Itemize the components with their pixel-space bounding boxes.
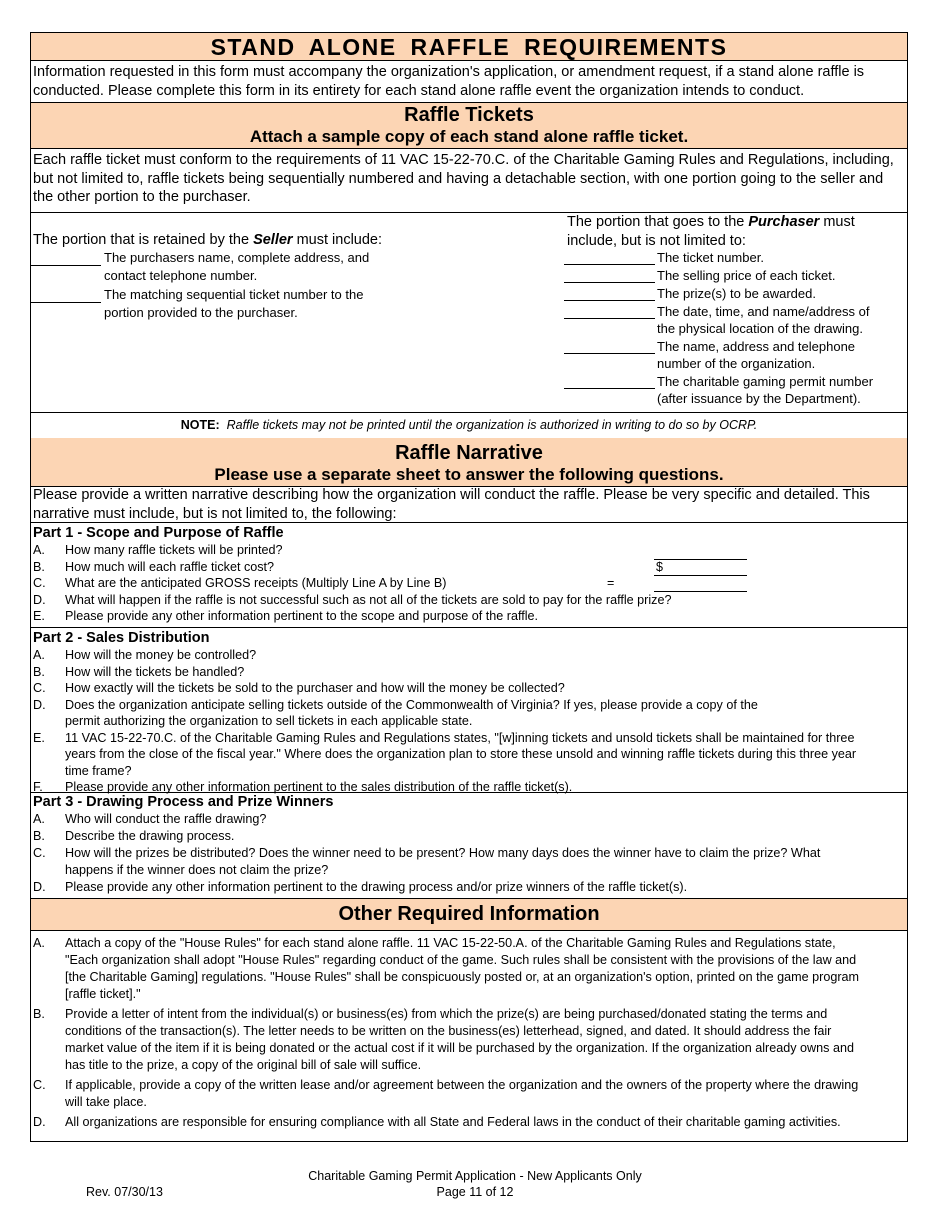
item-letter: F. xyxy=(33,780,43,794)
item-text-line: Describe the drawing process. xyxy=(65,829,235,843)
purchaser-label: The portion that goes to the Purchaser must include, but is not limited to: xyxy=(567,214,855,249)
part2-heading: Part 2 - Sales Distribution xyxy=(33,630,210,646)
tickets-text-section xyxy=(31,148,907,213)
item-text-line: How many raffle tickets will be printed? xyxy=(65,543,283,557)
narrative-text-section xyxy=(31,486,907,523)
footer-application-title: Charitable Gaming Permit Application - New Applicants Only xyxy=(308,1169,642,1183)
list-item xyxy=(31,664,907,681)
portion-requirement-text: The purchasers name, complete address, and xyxy=(104,250,370,265)
list-item xyxy=(31,697,907,730)
list-item xyxy=(31,811,907,828)
item-letter: C. xyxy=(33,576,46,590)
checkoff-blank[interactable] xyxy=(564,388,655,389)
list-item xyxy=(31,608,907,625)
item-letter: A. xyxy=(33,648,45,662)
list-item xyxy=(31,845,907,879)
portion-requirement-text: The ticket number. xyxy=(657,250,764,265)
checkoff-blank[interactable] xyxy=(564,300,655,301)
list-item xyxy=(31,879,907,896)
ticket-cost-field[interactable] xyxy=(654,575,747,576)
note-text: Raffle tickets may not be printed until the organization is authorized in writing to do so by OCRP. xyxy=(226,418,758,432)
ticket-portions-section xyxy=(31,213,907,413)
item-text-line: All organizations are responsible for ensuring compliance with all State and Federal laws in the conduct of their charitable gaming activities. xyxy=(65,1115,841,1129)
item-text-line: Provide a letter of intent from the individual(s) or business(es) from which the prize(s) are being purchased/donated stating the terms and xyxy=(65,1007,828,1021)
seller-label: The portion that is retained by the Seller must include: xyxy=(33,232,383,248)
item-text-line: conditions of the transaction(s). The letter needs to be written on the business(es) letterhead, signed, and dated. It should address the fair xyxy=(65,1024,832,1038)
item-text-line: years from the close of the fiscal year." Where does the organization plan to store these unsold and winning raffle tickets during this three year xyxy=(65,747,857,761)
portion-requirement-text: The name, address and telephone xyxy=(657,339,856,354)
part1-section xyxy=(31,523,907,628)
dollar-sign: $ xyxy=(656,560,663,574)
portion-requirement-text: The prize(s) to be awarded. xyxy=(657,286,816,301)
other-heading: Other Required Information xyxy=(338,903,600,925)
item-letter: A. xyxy=(33,543,45,557)
portion-requirement-text: The selling price of each ticket. xyxy=(657,268,836,283)
item-text-line: How much will each raffle ticket cost? xyxy=(65,559,275,574)
item-letter: C. xyxy=(33,1078,46,1092)
part3-list xyxy=(31,811,907,896)
item-text-line: has title to the prize, a copy of the original bill of sale will suffice. xyxy=(65,1058,422,1072)
item-text-line: Please provide any other information pertinent to the scope and purpose of the raffle. xyxy=(65,609,539,623)
checkoff-blank[interactable] xyxy=(31,265,101,266)
page-title: STAND ALONE RAFFLE REQUIREMENTS xyxy=(210,34,728,60)
footer-revision: Rev. 07/30/13 xyxy=(86,1185,163,1199)
item-text-line: How will the money be controlled? xyxy=(65,648,257,662)
list-item xyxy=(31,680,907,697)
list-item xyxy=(31,730,907,780)
item-letter: D. xyxy=(33,592,46,607)
item-text-line: [the Charitable Gaming] regulations. "House Rules" shall be conspicuously posted or, at an organization's option, printed on the game program xyxy=(65,970,860,984)
portion-requirement-text: contact telephone number. xyxy=(104,268,258,283)
item-letter: B. xyxy=(33,829,45,843)
item-letter: A. xyxy=(33,936,45,950)
footer-page-number: Page 11 of 12 xyxy=(436,1185,514,1199)
checkoff-blank[interactable] xyxy=(564,353,655,354)
portion-requirement-text: The date, time, and name/address of xyxy=(657,304,870,319)
item-letter: E. xyxy=(33,730,45,745)
other-list xyxy=(31,935,907,1131)
list-item xyxy=(31,1114,907,1131)
item-letter: C. xyxy=(33,846,46,860)
item-text-line: 11 VAC 15-22-70.C. of the Charitable Gaming Rules and Regulations states, "[w]inning tickets and unsold tickets shall be maintained for three xyxy=(65,730,855,745)
checkoff-blank[interactable] xyxy=(31,302,101,303)
part3-section xyxy=(31,793,907,899)
item-letter: A. xyxy=(33,812,45,826)
checkoff-blank[interactable] xyxy=(564,318,655,319)
part1-heading: Part 1 - Scope and Purpose of Raffle xyxy=(33,525,284,541)
tickets-heading: Raffle Tickets xyxy=(404,104,534,126)
tickets-band xyxy=(31,103,907,149)
item-text-line: How exactly will the tickets be sold to the purchaser and how will the money be collected? xyxy=(65,681,565,695)
list-item xyxy=(31,647,907,664)
equals-sign: = xyxy=(607,576,615,590)
part2-section xyxy=(31,628,907,793)
other-band xyxy=(31,899,907,931)
item-text-line: market value of the item if it is being donated or the actual cost if it will be purchased by the organization. If the organization already owns and xyxy=(65,1041,854,1055)
list-item xyxy=(31,575,907,592)
tickets-subheading: Attach a sample copy of each stand alone raffle ticket. xyxy=(249,127,689,146)
part1-list xyxy=(31,542,907,625)
item-text-line: Attach a copy of the "House Rules" for each stand alone raffle. 11 VAC 15-22-50.A. of the Charitable Gaming Rules and Regulations state, xyxy=(65,936,836,950)
note-label: NOTE: xyxy=(180,418,220,432)
note-section xyxy=(31,412,907,439)
list-item xyxy=(31,592,907,609)
portion-requirement-text: number of the organization. xyxy=(657,356,816,371)
item-text-line: [raffle ticket]." xyxy=(65,987,141,1001)
portion-requirement-text: (after issuance by the Department). xyxy=(657,391,861,406)
item-letter: B. xyxy=(33,1007,45,1021)
item-letter: E. xyxy=(33,609,45,623)
item-text-line: "Each organization shall adopt "House Rules" regarding conduct of the game. Such rules shall be consistent with the provisions of the law and xyxy=(65,953,857,967)
title-band xyxy=(31,33,907,61)
item-text-line: time frame? xyxy=(65,763,132,778)
item-text-line: If applicable, provide a copy of the written lease and/or agreement between the organization and the owners of the property where the drawing xyxy=(65,1078,859,1092)
item-text-line: What are the anticipated GROSS receipts (Multiply Line A by Line B) xyxy=(65,576,447,590)
narrative-text: Please provide a written narrative describing how the organization will conduct the raffle. Please be very specific and detailed. This narrative must include, but is not limited to, the following: xyxy=(33,487,870,522)
item-text-line: What will happen if the raffle is not successful such as not all of the tickets are sold to pay for the raffle prize? xyxy=(65,592,672,607)
list-item xyxy=(31,559,907,576)
item-letter: B. xyxy=(33,559,45,574)
list-item xyxy=(31,828,907,845)
item-letter: B. xyxy=(33,664,45,679)
narrative-band xyxy=(31,438,907,487)
narrative-subheading: Please use a separate sheet to answer the following questions. xyxy=(214,465,724,484)
item-letter: D. xyxy=(33,697,46,712)
intro-section xyxy=(31,60,907,103)
intro-text: Information requested in this form must accompany the organization's application, or amendment request, if a stand alone raffle is conducted. Please complete this form in its entirety for each stand alone raffle event the organization intends to conduct. xyxy=(33,64,865,99)
item-text-line: Does the organization anticipate selling tickets outside of the Commonwealth of Virginia? If yes, please provide a copy of the xyxy=(65,697,758,712)
tickets-text: Each raffle ticket must conform to the requirements of 11 VAC 15-22-70.C. of the Charitable Gaming Rules and Regulations, including, but not limited to, raffle tickets being sequentially numbered and having a detachable section, with one portion going to the seller and the other portion to the purchaser. xyxy=(33,152,894,205)
part2-list xyxy=(31,647,907,796)
portion-requirement-text: The charitable gaming permit number xyxy=(657,374,874,389)
other-section xyxy=(31,930,907,1140)
item-text-line: will take place. xyxy=(65,1095,147,1109)
item-letter: D. xyxy=(33,1115,46,1129)
portion-requirement-text: the physical location of the drawing. xyxy=(657,321,863,336)
item-letter: D. xyxy=(33,880,46,894)
list-item xyxy=(31,935,907,1003)
item-text-line: permit authorizing the organization to sell tickets in each applicable state. xyxy=(65,714,473,728)
item-text-line: How will the prizes be distributed? Does the winner need to be present? How many days does the winner have to claim the prize? What xyxy=(65,846,821,860)
list-item xyxy=(31,1006,907,1074)
item-text-line: Please provide any other information pertinent to the sales distribution of the raffle ticket(s). xyxy=(65,780,573,794)
gross-receipts-field[interactable] xyxy=(654,591,747,592)
item-letter: C. xyxy=(33,681,46,695)
item-text-line: happens if the winner does not claim the prize? xyxy=(65,863,329,877)
seller-word: Seller xyxy=(253,232,293,248)
portion-requirement-text: portion provided to the purchaser. xyxy=(104,305,298,320)
checkoff-blank[interactable] xyxy=(564,264,655,265)
list-item xyxy=(31,1077,907,1111)
item-text-line: Please provide any other information pertinent to the drawing process and/or prize winners of the raffle ticket(s). xyxy=(65,880,688,894)
raffle-requirements-form xyxy=(30,32,908,1142)
item-text-line: Who will conduct the raffle drawing? xyxy=(65,812,267,826)
purchaser-word: Purchaser xyxy=(748,214,820,230)
list-item xyxy=(31,542,907,559)
tickets-printed-field[interactable] xyxy=(654,559,747,560)
portion-requirement-text: The matching sequential ticket number to the xyxy=(104,287,364,302)
part3-heading: Part 3 - Drawing Process and Prize Winners xyxy=(33,794,334,810)
item-text-line: How will the tickets be handled? xyxy=(65,664,245,679)
checkoff-blank[interactable] xyxy=(564,282,655,283)
narrative-heading: Raffle Narrative xyxy=(395,442,543,464)
